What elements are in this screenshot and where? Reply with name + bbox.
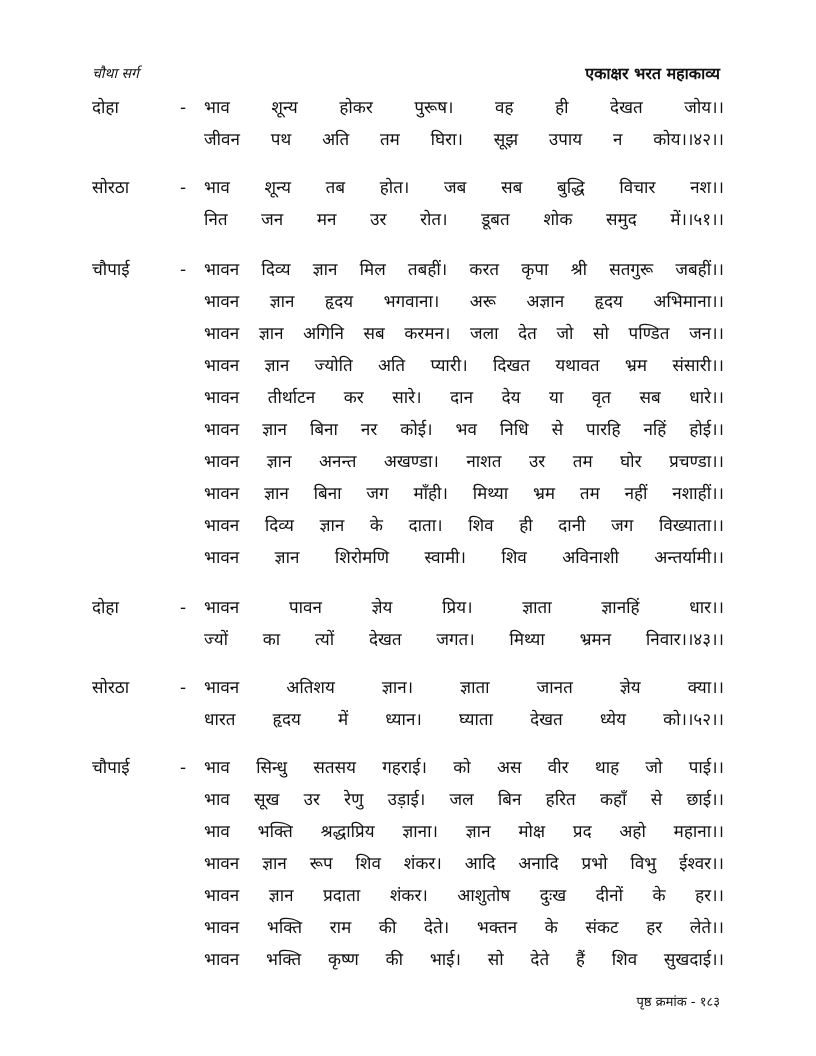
verse-type-label: चौपाई xyxy=(92,758,130,778)
verse-dash: - xyxy=(180,758,187,778)
verse-line: भावन तीर्थाटन कर सारे। दान देय या वृत सब धारे।। xyxy=(204,388,724,408)
verse-line: भाव भक्ति श्रद्धाप्रिय ज्ञाना। ज्ञान मोक्ष प्रद अहो महाना।। xyxy=(204,822,724,842)
verse-line: भावन ज्ञान प्रदाता शंकर। आशुतोष दुःख दीनों के हर।। xyxy=(204,886,724,906)
verse-lines xyxy=(204,254,724,574)
verse-type-label: चौपाई xyxy=(92,260,130,280)
verse-line: भावन ज्ञान रूप शिव शंकर। आदि अनादि प्रभो विभु ईश्वर।। xyxy=(204,854,724,874)
verse-line: भावन ज्ञान शिरोमणि स्वामी। शिव अविनाशी अन्तर्यामी।। xyxy=(204,548,724,568)
verse-line: भाव शून्य तब होत। जब सब बुद्धि विचार नश।। xyxy=(204,178,724,198)
verse-line: भावन दिव्य ज्ञान के दाता। शिव ही दानी जग विख्याता।। xyxy=(204,516,724,536)
verse-type-label: सोरठा xyxy=(92,678,130,698)
verse-line: भावन ज्ञान बिना नर कोई। भव निधि से पारहि नहिं होई।। xyxy=(204,420,724,440)
verse-line: धारत हृदय में ध्यान। घ्याता देखत ध्येय को।।५२।। xyxy=(204,710,724,730)
verse-type-label: दोहा xyxy=(92,598,119,618)
verse-lines xyxy=(204,672,724,736)
verse-line: भावन ज्ञान अगिनि सब करमन। जला देत जो सो पण्डित जन।। xyxy=(204,324,724,344)
verse-type-label: दोहा xyxy=(92,98,119,118)
verse-lines xyxy=(204,92,724,156)
verse-lines xyxy=(204,752,724,976)
verse-line: भावन ज्ञान ज्योति अति प्यारी। दिखत यथावत भ्रम संसारी।। xyxy=(204,356,724,376)
verse-line: भाव सूख उर रेणु उड़ाई। जल बिन हरित कहाँ से छाई।। xyxy=(204,790,724,810)
verse-line: भावन ज्ञान बिना जग माँही। मिथ्या भ्रम तम नहीं नशाहीं।। xyxy=(204,484,724,504)
verse-line: भावन ज्ञान हृदय भगवाना। अरू अज्ञान हृदय अभिमाना।। xyxy=(204,292,724,312)
verse-line: भाव सिन्धु सतसय गहराई। को अस वीर थाह जो पाई।। xyxy=(204,758,724,778)
verse-line: ज्यों का त्यों देखत जगत। मिथ्या भ्रमन निवार।।४३।। xyxy=(204,630,724,650)
verse-dash: - xyxy=(180,598,187,618)
verse-line: जीवन पथ अति तम घिरा। सूझ उपाय न कोय।।४२।। xyxy=(204,130,724,150)
verse-dash: - xyxy=(180,678,187,698)
verse-line: भावन भक्ति राम की देते। भक्तन के संकट हर लेते।। xyxy=(204,918,724,938)
verse-line: भावन ज्ञान अनन्त अखण्डा। नाशत उर तम घोर प्रचण्डा।। xyxy=(204,452,724,472)
verse-line: नित जन मन उर रोत। डूबत शोक समुद में।।५१।। xyxy=(204,210,724,230)
verse-dash: - xyxy=(180,178,187,198)
verse-lines xyxy=(204,592,724,656)
verse-type-label: सोरठा xyxy=(92,178,130,198)
verse-line: भावन भक्ति कृष्ण की भाई। सो देते हैं शिव सुखदाई।। xyxy=(204,950,724,970)
verse-dash: - xyxy=(180,260,187,280)
verse-line: भावन अतिशय ज्ञान। ज्ञाता जानत ज्ञेय क्या।। xyxy=(204,678,724,698)
page-number: पृष्ठ क्रमांक - १८३ xyxy=(636,995,720,1010)
verse-line: भावन पावन ज्ञेय प्रिय। ज्ञाता ज्ञानहिं धार।। xyxy=(204,598,724,618)
verse-lines xyxy=(204,172,724,236)
verse-line: भावन दिव्य ज्ञान मिल तबहीं। करत कृपा श्री सतगुरू जबहीं।। xyxy=(204,260,724,280)
book-title-header: एकाक्षर भरत महाकाव्य xyxy=(585,64,720,83)
verse-line: भाव शून्य होकर पुरूष। वह ही देखत जोय।। xyxy=(204,98,724,118)
verse-dash: - xyxy=(180,98,187,118)
chapter-header: चौथा सर्ग xyxy=(92,66,139,82)
